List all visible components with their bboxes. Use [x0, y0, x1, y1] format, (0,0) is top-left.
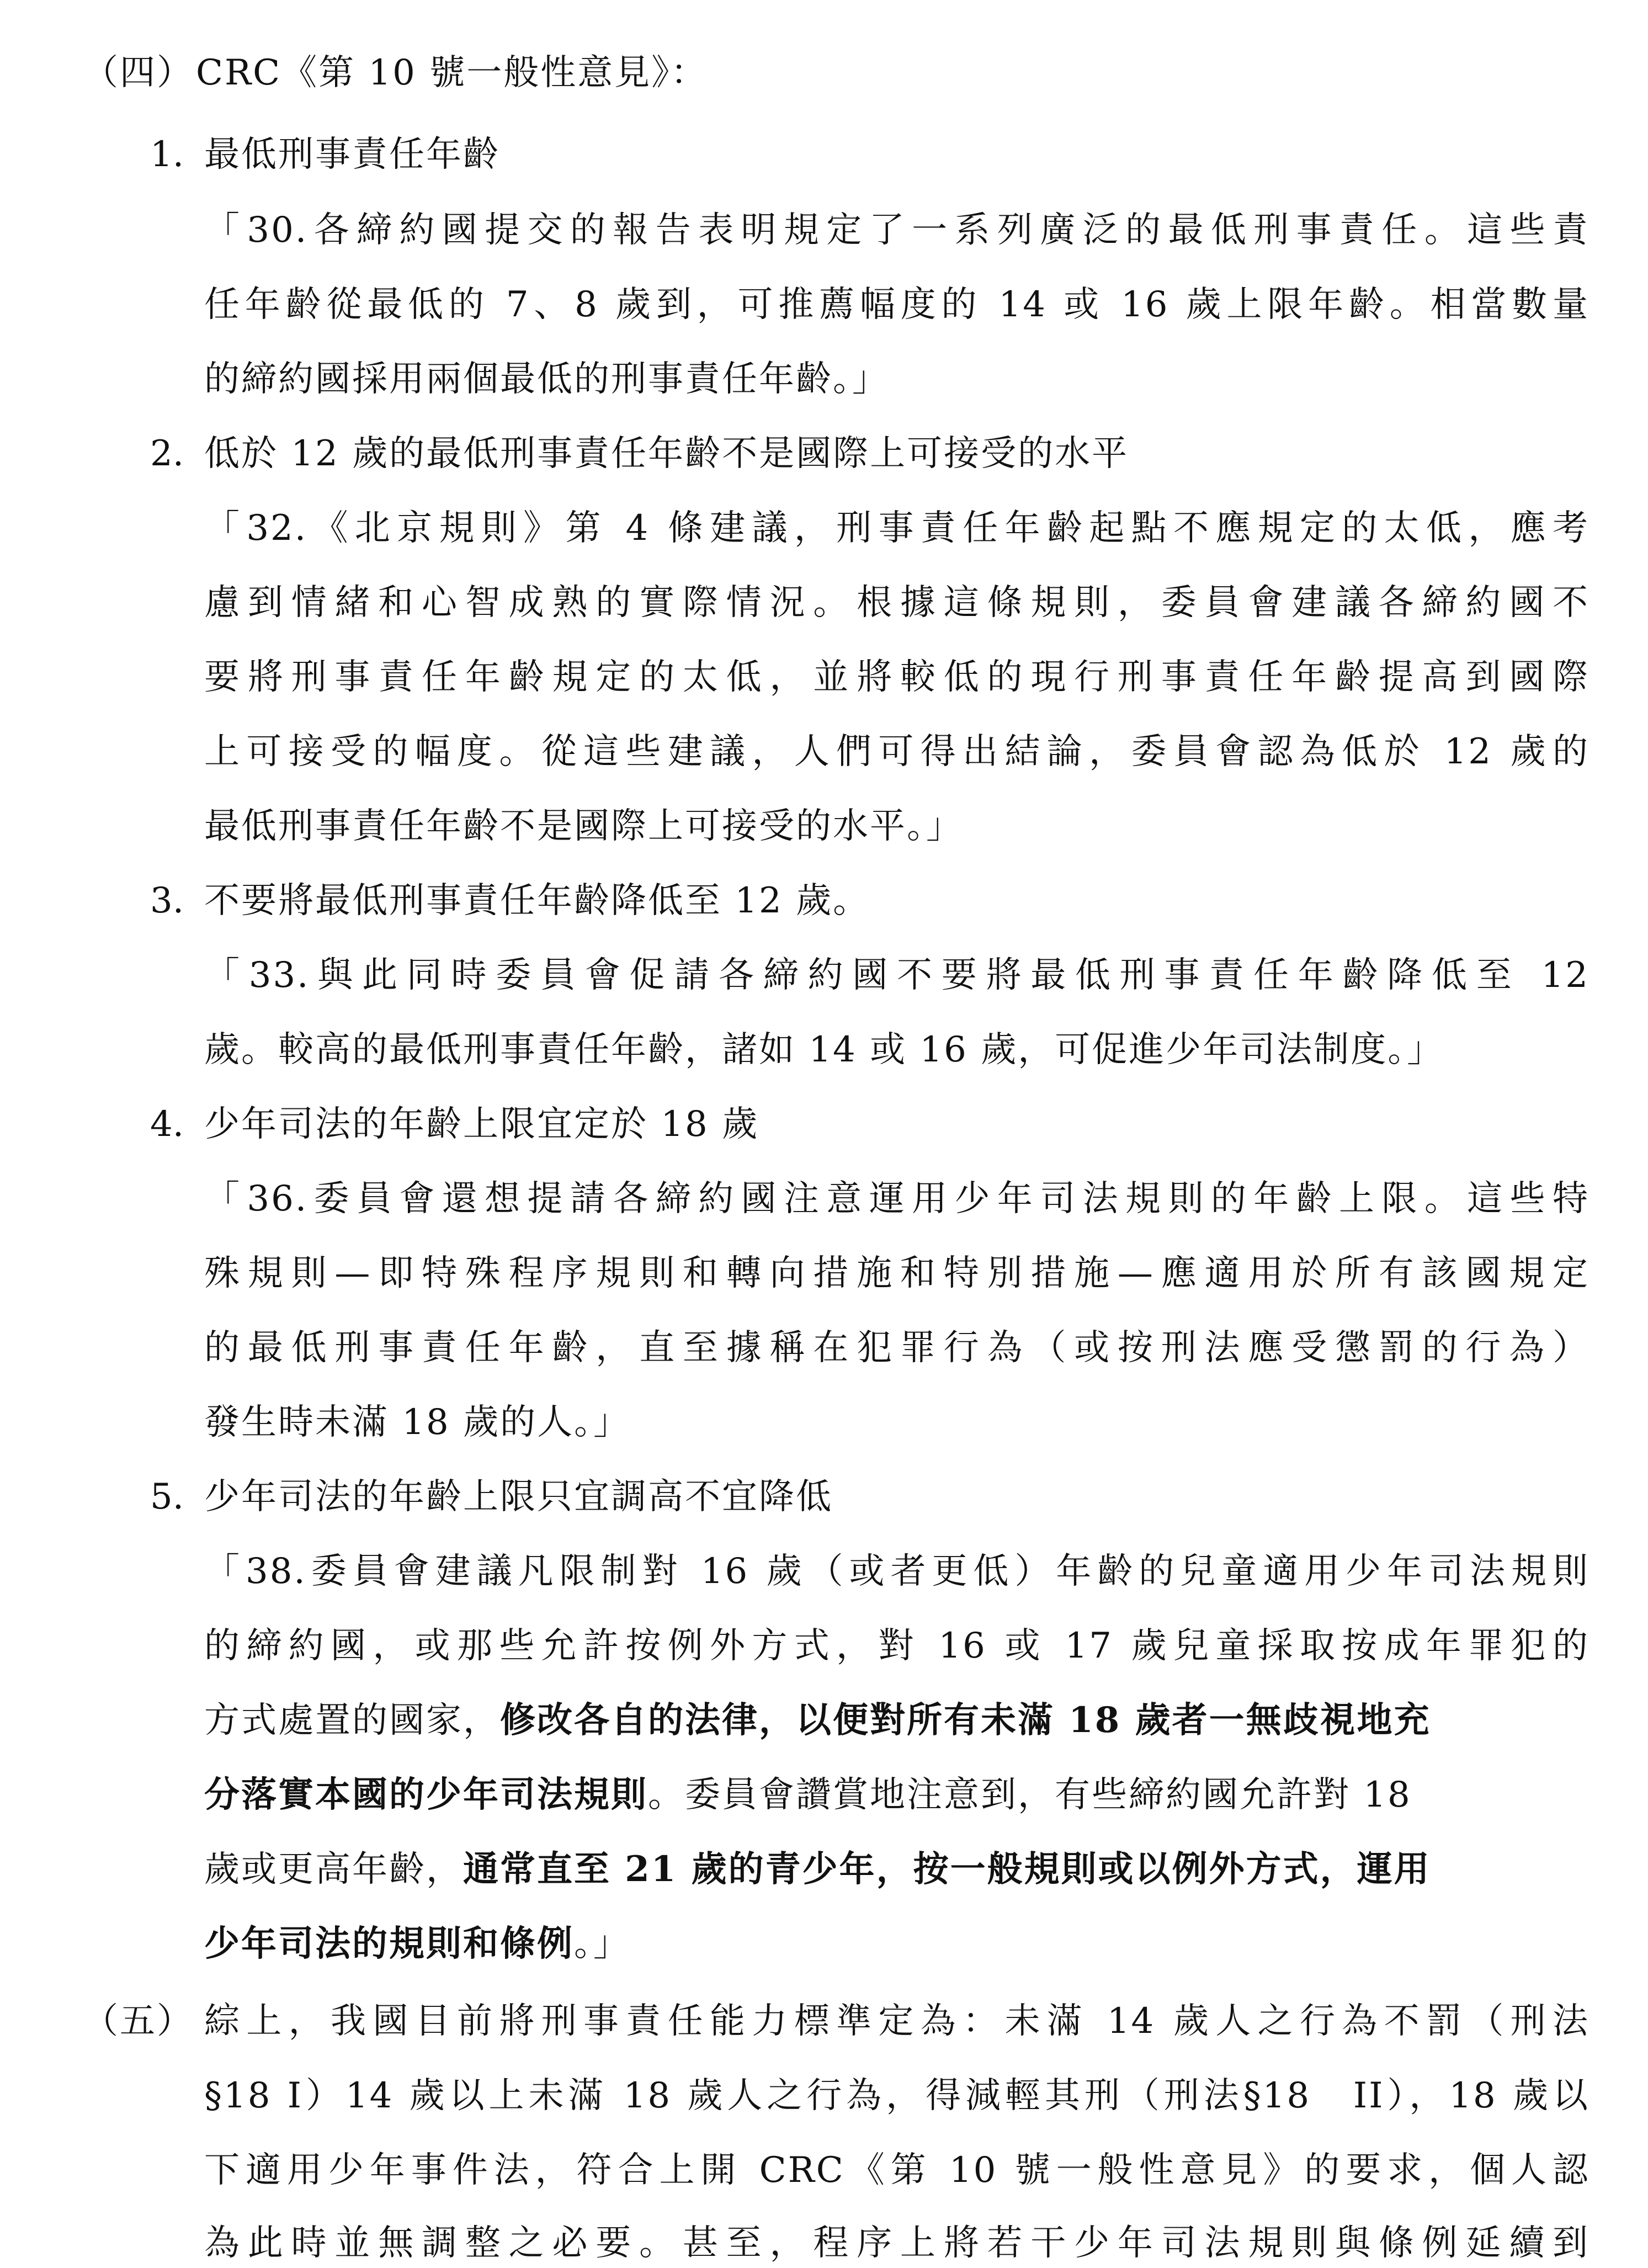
item-2-quote-line-5: 最低刑事責任年齡不是國際上可接受的水平。」 [204, 806, 963, 847]
item-2-quote-line-3: 要將刑事責任年齡規定的太低，並將較低的現行刑事責任年齡提高到國際 [204, 657, 1589, 698]
item-1-number: 1. [150, 134, 184, 175]
item-3-heading: 不要將最低刑事責任年齡降低至 12 歲。 [204, 880, 870, 921]
section-5-line-1: 綜上，我國目前將刑事責任能力標準定為：未滿 14 歲人之行為不罰（刑法 [204, 2001, 1589, 2042]
item-5-line-3-bold: 修改各自的法律，以便對所有未滿 18 歲者一無歧視地充 [500, 1699, 1431, 1741]
item-1-quote-line-3: 的締約國採用兩個最低的刑事責任年齡。」 [204, 359, 889, 400]
item-2-number: 2. [150, 433, 184, 474]
item-2-quote-line-4: 上可接受的幅度。從這些建議，人們可得出結論，委員會認為低於 12 歲的 [204, 731, 1589, 772]
item-3-quote-line-2: 歲。較高的最低刑事責任年齡，諸如 14 或 16 歲，可促進少年司法制度。」 [204, 1029, 1444, 1070]
item-5-line-4-bold: 分落實本國的少年司法規則 [204, 1774, 648, 1815]
item-5-line-6-plain: 。」 [574, 1924, 630, 1964]
section-4-title: CRC《第 10 號一般性意見》： [196, 52, 708, 93]
item-5-line-4-plain: 。委員會讚賞地注意到，有些締約國允許對 18 [648, 1775, 1412, 1815]
item-5-heading: 少年司法的年齡上限只宜調高不宜降低 [204, 1476, 833, 1517]
item-1-quote-line-2: 任年齡從最低的 7、8 歲到，可推薦幅度的 14 或 16 歲上限年齡。相當數量 [204, 284, 1589, 325]
section-5-line-2: §18 I）14 歲以上未滿 18 歲人之行為，得減輕其刑（刑法§18 II），18 歲以 [204, 2075, 1589, 2116]
item-5-quote-line-3 [204, 1699, 1431, 1741]
item-2-heading: 低於 12 歲的最低刑事責任年齡不是國際上可接受的水平 [204, 433, 1129, 474]
item-4-number: 4. [150, 1104, 184, 1145]
item-2-quote-line-2: 慮到情緒和心智成熟的實際情況。根據這條規則，委員會建議各締約國不 [204, 582, 1589, 623]
item-3-number: 3. [150, 880, 184, 921]
item-5-line-6-bold: 少年司法的規則和條例 [204, 1923, 574, 1964]
section-5-line-3: 下適用少年事件法，符合上開 CRC《第 10 號一般性意見》的要求，個人認 [204, 2150, 1589, 2191]
section-4-marker: （四） [83, 52, 194, 93]
item-5-line-3-plain: 方式處置的國家， [204, 1700, 500, 1741]
section-5-marker: （五） [83, 2001, 194, 2042]
item-5-quote-line-1: 「38.委員會建議凡限制對 16 歲（或者更低）年齡的兒童適用少年司法規則 [204, 1551, 1589, 1592]
item-4-quote-line-1: 「36.委員會還想提請各締約國注意運用少年司法規則的年齡上限。這些特 [204, 1178, 1589, 1219]
item-5-quote-line-5 [204, 1849, 1431, 1890]
item-5-line-5-plain: 歲或更高年齡， [204, 1849, 463, 1890]
item-5-quote-line-6 [204, 1923, 630, 1964]
section-5-line-4: 為此時並無調整之必要。甚至，程序上將若干少年司法規則與條例延續到 [204, 2223, 1589, 2264]
item-5-line-5-bold: 通常直至 21 歲的青少年，按一般規則或以例外方式，運用 [463, 1849, 1431, 1890]
item-5-number: 5. [150, 1476, 184, 1517]
item-3-quote-line-1: 「33.與此同時委員會促請各締約國不要將最低刑事責任年齡降低至 12 [204, 955, 1589, 996]
item-5-quote-line-2: 的締約國，或那些允許按例外方式，對 16 或 17 歲兒童採取按成年罪犯的 [204, 1626, 1589, 1666]
item-1-heading: 最低刑事責任年齡 [204, 134, 500, 175]
item-4-quote-line-3: 的最低刑事責任年齡，直至據稱在犯罪行為（或按刑法應受懲罰的行為） [204, 1327, 1589, 1368]
item-2-quote-line-1: 「32.《北京規則》第 4 條建議，刑事責任年齡起點不應規定的太低，應考 [204, 508, 1589, 549]
item-4-quote-line-2: 殊規則—即特殊程序規則和轉向措施和特別措施—應適用於所有該國規定 [204, 1253, 1589, 1294]
item-1-quote-line-1: 「30.各締約國提交的報告表明規定了一系列廣泛的最低刑事責任。這些責 [204, 210, 1589, 251]
item-4-heading: 少年司法的年齡上限宜定於 18 歲 [204, 1104, 759, 1145]
item-5-quote-line-4 [204, 1774, 1412, 1815]
item-4-quote-line-4: 發生時未滿 18 歲的人。」 [204, 1402, 631, 1443]
